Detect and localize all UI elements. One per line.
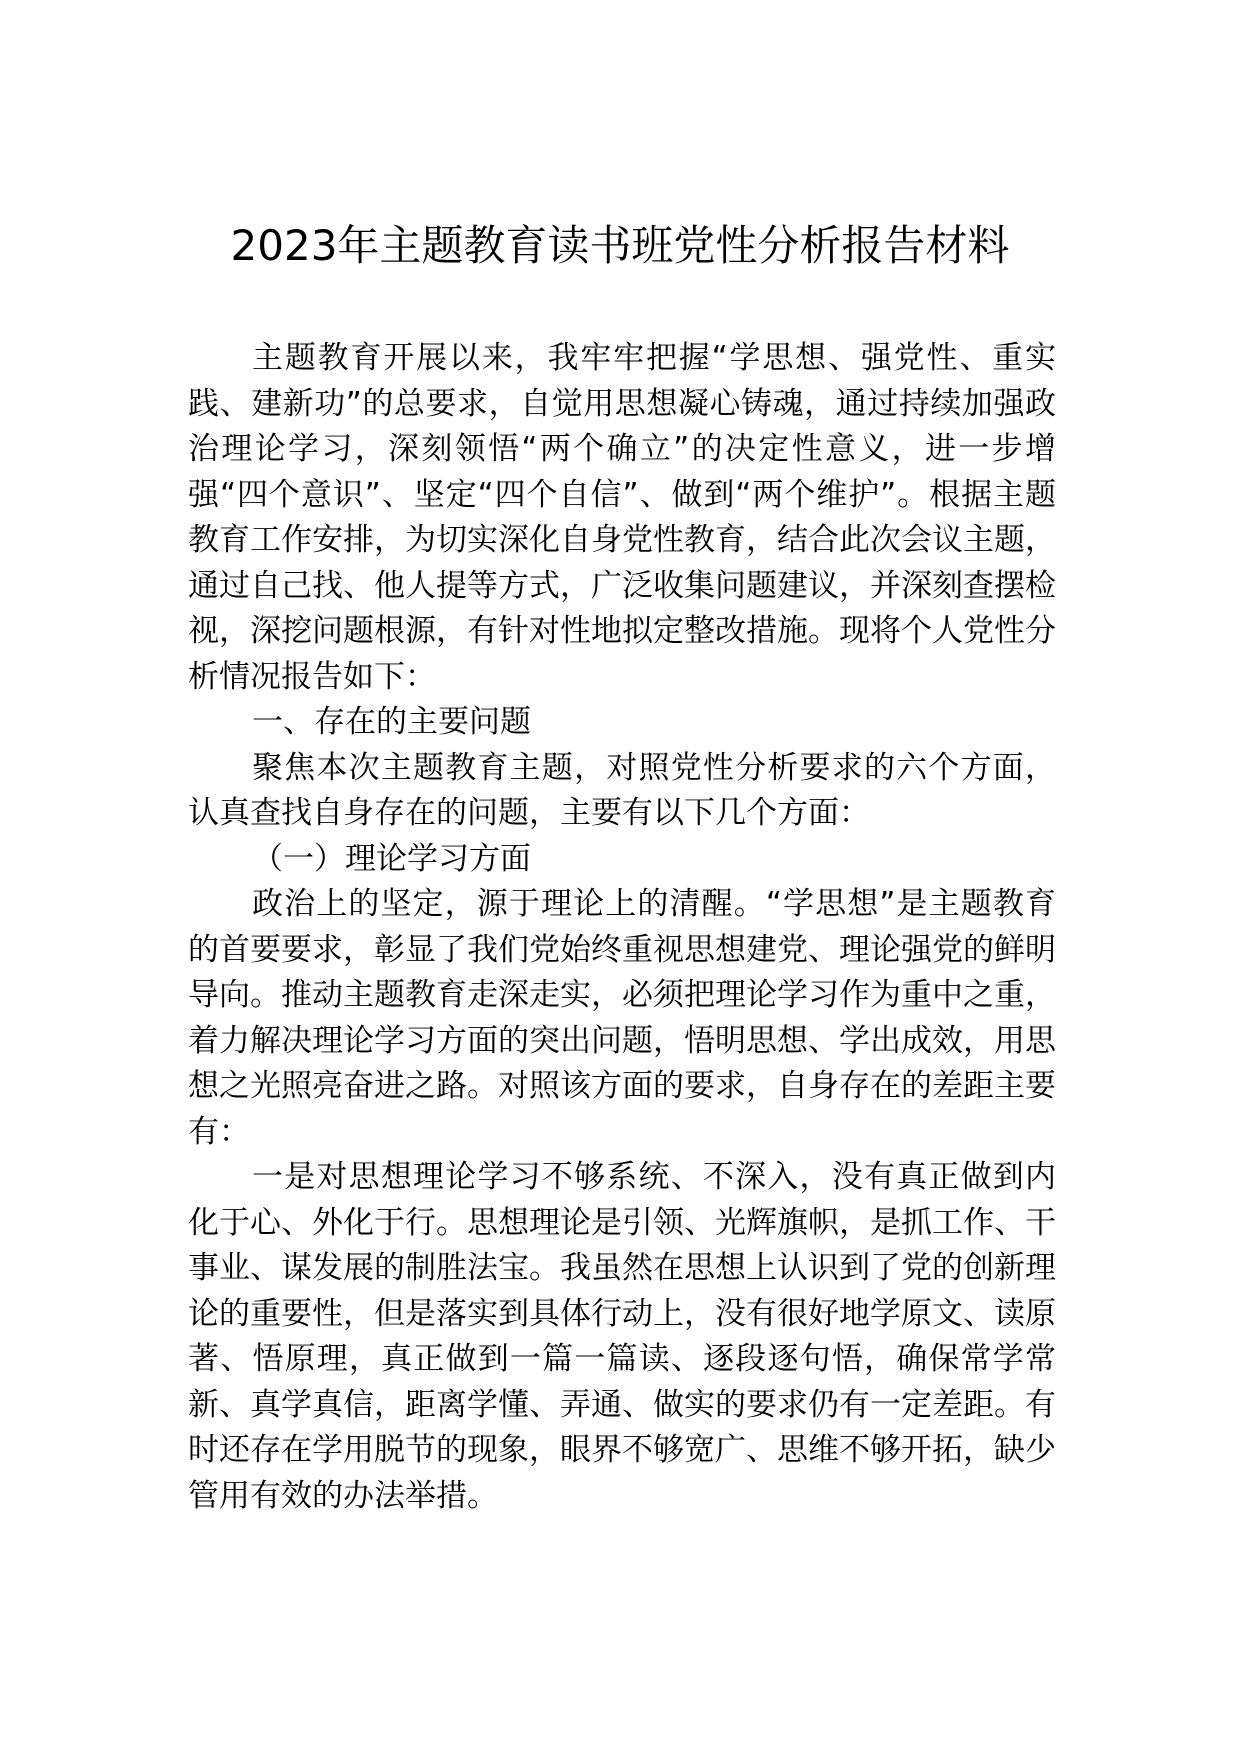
paragraph-point-one: 一是对思想理论学习不够系统、不深入，没有真正做到内化于心、外化于行。思想理论是引领、光辉旗帜，是抓工作、干事业、谋发展的制胜法宝。我虽然在思想上认识到了党的创新理论的重要性，但是落实到具体行动上，没有很好地学原文、读原著、悟原理，真正做到一篇一篇读、逐段逐句悟，确保常学常新、真学真信，距离学懂、弄通、做实的要求仍有一定差距。有时还存在学用脱节的现象，眼界不够宽广、思维不够开拓，缺少管用有效的办法举措。: [188, 1159, 1056, 1514]
subsection-heading: （一）理论学习方面: [252, 840, 531, 877]
document-body: [188, 336, 1056, 1519]
document-title: 2023年主题教育读书班党性分析报告材料: [230, 221, 1010, 270]
section-heading: 一、存在的主要问题: [252, 704, 531, 740]
paragraph-intro: 主题教育开展以来，我牢牢把握“学思想、强党性、重实践、建新功”的总要求，自觉用思想凝心铸魂，通过持续加强政治理论学习，深刻领悟“两个确立”的决定性意义，进一步增强“四个意识”、坚定“四个自信”、做到“两个维护”。根据主题教育工作安排，为切实深化自身党性教育，结合此次会议主题，通过自己找、他人提等方式，广泛收集问题建议，并深刻查摆检视，深挖问题根源，有针对性地拟定整改措施。现将个人党性分析情况报告如下：: [188, 340, 1056, 695]
paragraph-overview: 聚焦本次主题教育主题，对照党性分析要求的六个方面，认真查找自身存在的问题，主要有以下几个方面：: [188, 749, 1056, 831]
paragraph-theory: 政治上的坚定，源于理论上的清醒。“学思想”是主题教育的首要要求，彰显了我们党始终重视思想建党、理论强党的鲜明导向。推动主题教育走深走实，必须把理论学习作为重中之重，着力解决理论学习方面的突出问题，悟明思想、学出成效，用思想之光照亮奋进之路。对照该方面的要求，自身存在的差距主要有：: [188, 886, 1056, 1150]
